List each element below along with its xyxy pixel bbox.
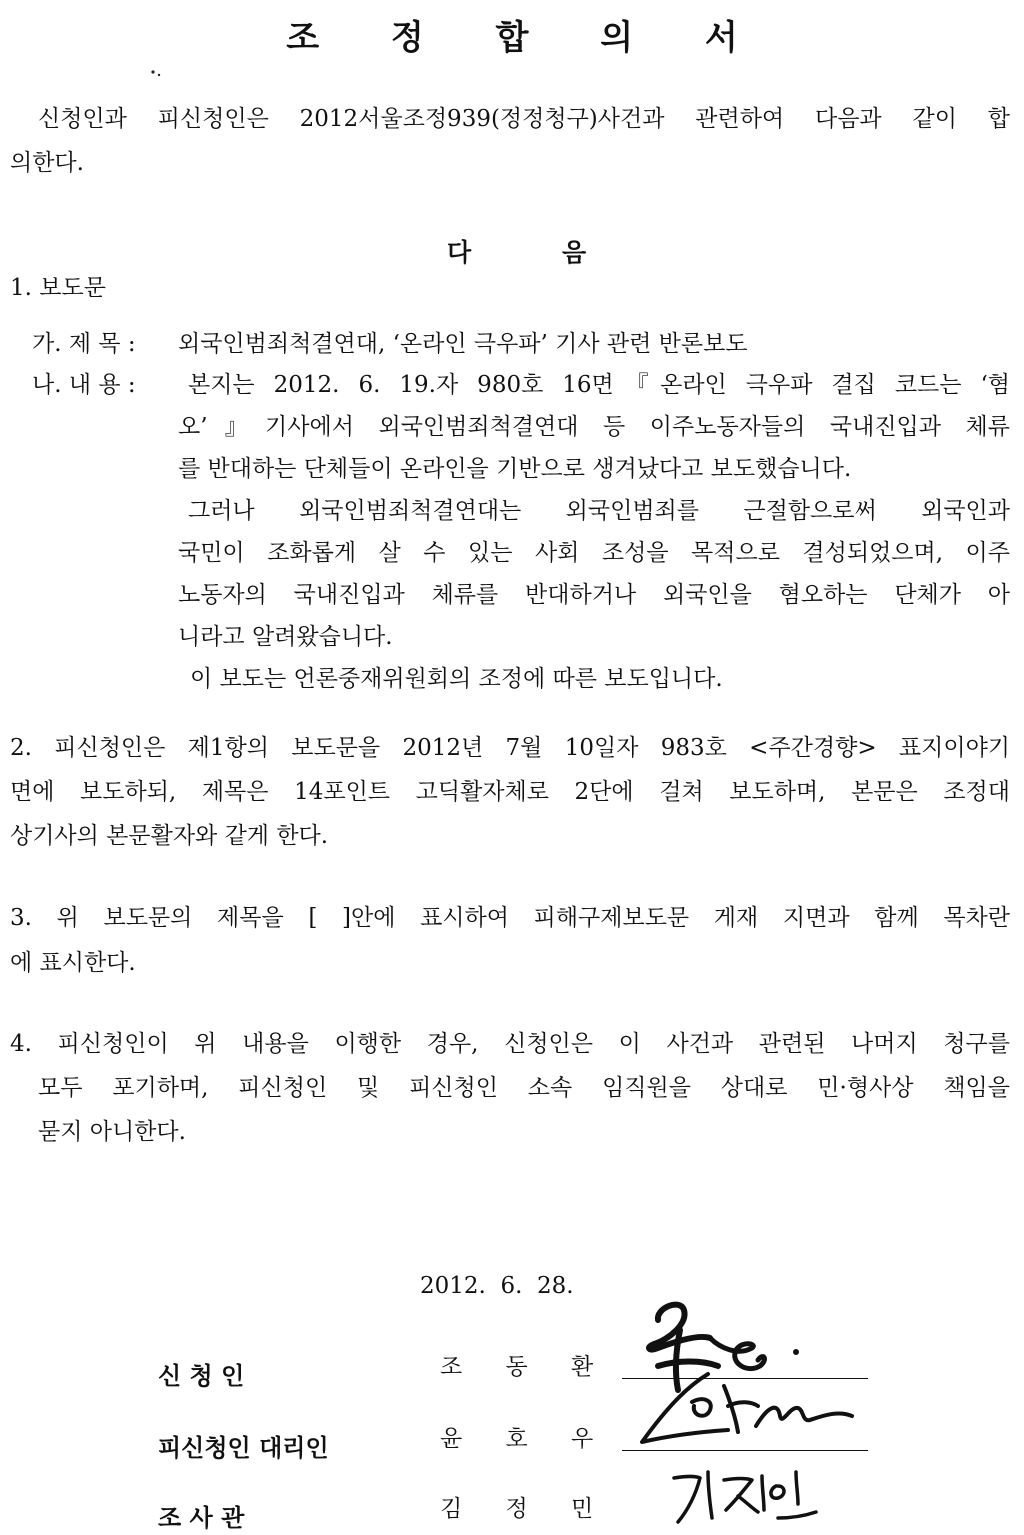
document-date: 2012. 6. 28.: [420, 1273, 574, 1299]
section2-line-3: 상기사의 본문활자와 같게 한다.: [10, 823, 329, 849]
signatory-name-3: 김 정 민: [440, 1496, 612, 1522]
section3-line-2: 에 표시한다.: [10, 950, 136, 976]
section4-line-1: 4. 피신청인이 위 내용을 이행한 경우, 신청인은 이 사건과 관련된 나머지 청구를: [10, 1031, 1010, 1057]
section4-line-2: 모두 포기하며, 피신청인 및 피신청인 소속 임직원을 상대로 민·형사상 책임을: [38, 1075, 1010, 1101]
section1-number: 1. 보도문: [10, 275, 106, 301]
signatory-role-1: 신 청 인: [158, 1361, 245, 1390]
signatory-name-1: 조 동 환: [440, 1354, 612, 1380]
section1-content-label: 나. 내 용 :: [32, 372, 136, 398]
content-line-5: 국민이 조화롭게 살 수 있는 사회 조성을 목적으로 결성되었으며, 이주: [178, 540, 1010, 566]
content-line-2: 오’』기사에서 외국인범죄척결연대 등 이주노동자들의 국내진입과 체류: [178, 414, 1010, 440]
intro-line-1: 신청인과 피신청인은 2012서울조정939(정정청구)사건과 관련하여 다음과 같이 합: [38, 106, 1010, 132]
content-line-4: 그러나 외국인범죄척결연대는 외국인범죄를 근절함으로써 외국인과: [188, 498, 1010, 524]
signature-2-image: [628, 1366, 868, 1456]
signatory-name-2: 윤 호 우: [440, 1426, 612, 1452]
content-line-8: 이 보도는 언론중재위원회의 조정에 따른 보도입니다.: [190, 666, 723, 692]
intro-line-2: 의한다.: [10, 150, 84, 176]
content-line-7: 니라고 알려왔습니다.: [178, 624, 393, 650]
signature-3-image: [666, 1466, 826, 1531]
content-line-6: 노동자의 국내진입과 체류를 반대하거나 외국인을 혐오하는 단체가 아: [178, 582, 1010, 608]
section4-line-3: 묻지 아니한다.: [38, 1119, 186, 1145]
section3-line-1: 3. 위 보도문의 제목을 [ ]안에 표시하여 피해구제보도문 게재 지면과 함께 목차란: [10, 905, 1010, 931]
heading-eum: 음: [562, 238, 587, 267]
heading-da: 다: [447, 238, 472, 267]
content-line-1: 본지는 2012. 6. 19.자 980호 16면『온라인 극우파 결집 코드는 ‘혐: [188, 372, 1010, 398]
section2-line-2: 면에 보도하되, 제목은 14포인트 고딕활자체로 2단에 걸쳐 보도하며, 본문은 조정대: [10, 779, 1010, 805]
signatory-role-3: 조 사 관: [158, 1503, 245, 1532]
stray-mark: [150, 62, 164, 76]
content-line-3: 를 반대하는 단체들이 온라인을 기반으로 생겨났다고 보도했습니다.: [178, 456, 852, 482]
document-title: 조 정 합 의 서: [286, 18, 768, 58]
section1-title-label: 가. 제 목 :: [32, 331, 136, 357]
section2-line-1: 2. 피신청인은 제1항의 보도문을 2012년 7월 10일자 983호 <주간경향> 표지이야기: [10, 735, 1010, 761]
section1-title-text: 외국인범죄척결연대, ‘온라인 극우파’ 기사 관련 반론보도: [178, 331, 748, 357]
signatory-role-2: 피신청인 대리인: [158, 1433, 329, 1462]
